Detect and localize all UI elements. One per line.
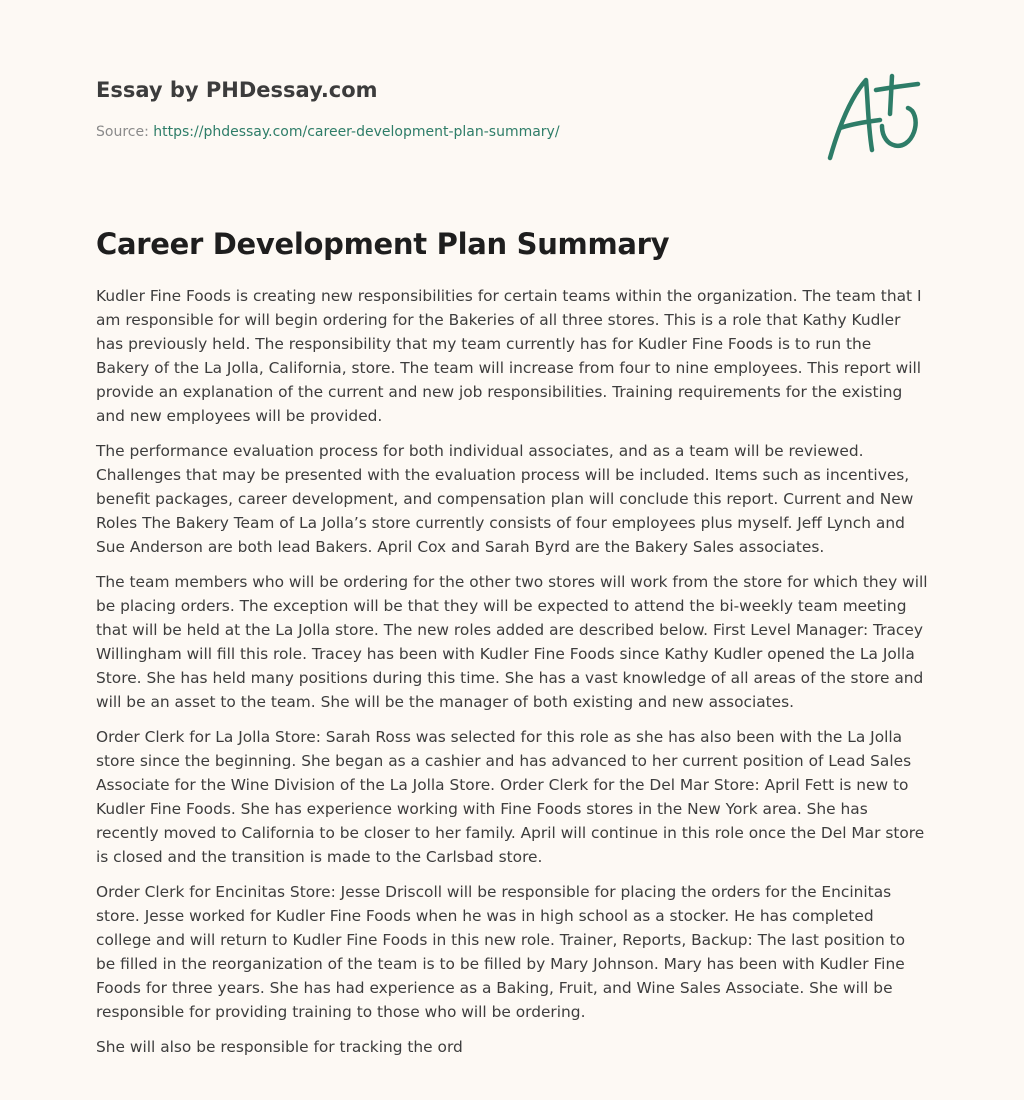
essay-paragraph: The team members who will be ordering for the other two stores will work from the store for which they will be placing orders. The exception will be that they will be expected to attend the bi-weekly team meeting that will be held at the La Jolla store. The new roles added are described below. First Level Manager: Tracey Willingham will fill this role. Tracey has been with Kudler Fine Foods since Kathy Kudler opened the La Jolla Store. She has held many positions during this time. She has a vast knowledge of all areas of the store and will be an asset to the team. She will be the manager of both existing and new associates. xyxy=(96,573,928,711)
source-link[interactable]: https://phdessay.com/career-development-plan-summary/ xyxy=(153,124,560,140)
essay-paragraph: She will also be responsible for tracking the ord xyxy=(96,1038,463,1056)
essay-paragraph: The performance evaluation process for both individual associates, and as a team will be reviewed. Challenges that may be presented with the evaluation process will be included. Items such as incentives, benefit packages, career development, and compensation plan will conclude this report. Current and New Roles The Bakery Team of La Jolla’s store currently consists of four employees plus myself. Jeff Lynch and Sue Anderson are both lead Bakers. April Cox and Sarah Byrd are the Bakery Sales associates. xyxy=(96,442,914,556)
a-plus-logo xyxy=(822,68,926,164)
source-line xyxy=(96,122,736,142)
essay-title: Career Development Plan Summary xyxy=(96,227,670,261)
essay-paragraph: Order Clerk for Encinitas Store: Jesse Driscoll will be responsible for placing the orders for the Encinitas store. Jesse worked for Kudler Fine Foods when he was in high school as a stocker. He has completed college and will return to Kudler Fine Foods in this new role. Trainer, Reports, Backup: The last position to be filled in the reorganization of the team is to be filled by Mary Johnson. Mary has been with Kudler Fine Foods for three years. She has had experience as a Baking, Fruit, and Wine Sales Associate. She will be responsible for providing training to those who will be ordering. xyxy=(96,883,906,1021)
a-plus-logo-icon xyxy=(822,68,926,164)
essay-paragraph: Kudler Fine Foods is creating new responsibilities for certain teams within the organization. The team that I am responsible for will begin ordering for the Bakeries of all three stores. This is a role that Kathy Kudler has previously held. The responsibility that my team currently has for Kudler Fine Foods is to run the Bakery of the La Jolla, California, store. The team will increase from four to nine employees. This report will provide an explanation of the current and new job responsibilities. Training requirements for the existing and new employees will be provided. xyxy=(96,287,922,425)
source-label: Source: xyxy=(96,124,154,140)
page-header xyxy=(96,76,736,142)
essay-paragraph: Order Clerk for La Jolla Store: Sarah Ross was selected for this role as she has also been with the La Jolla store since the beginning. She began as a cashier and has advanced to her current position of Lead Sales Associate for the Wine Division of the La Jolla Store. Order Clerk for the Del Mar Store: April Fett is new to Kudler Fine Foods. She has experience working with Fine Foods stores in the New York area. She has recently moved to California to be closer to her family. April will continue in this role once the Del Mar store is closed and the transition is made to the Carlsbad store. xyxy=(96,728,925,866)
brand-title: Essay by PHDessay.com xyxy=(96,78,378,102)
essay-body xyxy=(96,284,928,1070)
